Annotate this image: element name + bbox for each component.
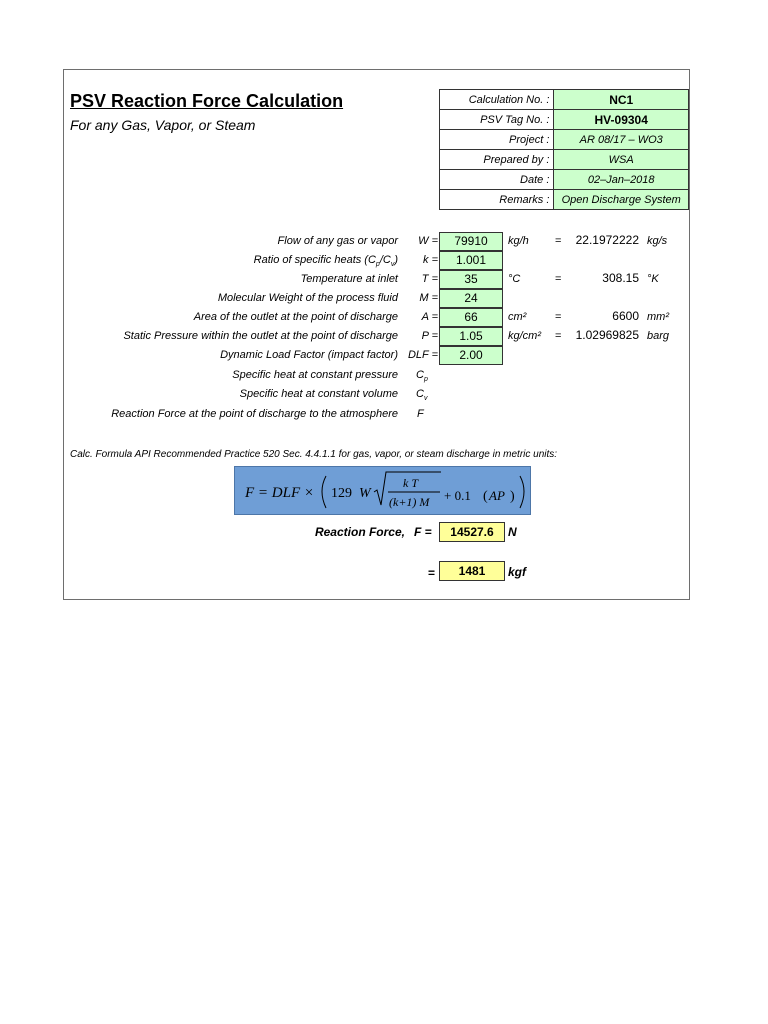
param-symbol: k = [423,254,438,266]
result-unit-kgf: kgf [508,565,526,579]
info-label: Calculation No. : [440,90,554,110]
param-row-force [64,405,691,424]
reaction-force-kgf[interactable]: 1481 [439,561,505,581]
calc-no-cell[interactable]: NC1 [554,90,689,110]
equals-sign: = [555,235,562,247]
param-symbol: $C_v$ [416,388,428,403]
param-symbol: T = [421,273,438,285]
result-unit: N [508,525,517,539]
param-label: Temperature at inlet [300,273,398,285]
svg-text:k T: k T [403,476,418,490]
date-cell[interactable]: 02–Jan–2018 [554,170,689,190]
param-symbol: $C_p$ [416,369,428,384]
flow-input[interactable]: 79910 [439,232,503,251]
param-label: Dynamic Load Factor (impact factor) [220,349,398,361]
param-symbol: DLF = [407,349,438,361]
prepared-by-cell[interactable]: WSA [554,150,689,170]
info-label: Prepared by : [440,150,554,170]
param-row-pressure [64,327,691,346]
param-label: Specific heat at constant volume [239,388,398,400]
info-label: Date : [440,170,554,190]
param-unit: kg/cm² [508,330,541,342]
formula-graphic [235,467,532,516]
param-label: Static Pressure within the outlet at the point of discharge [123,330,398,342]
reaction-force-newton[interactable]: 14527.6 [439,522,505,542]
converted-value: 22.1972222 [575,233,639,247]
param-label: Ratio of specific heats $(C_p/C_v)$ [253,254,398,269]
param-label: Specific heat at constant pressure [232,369,398,381]
param-unit: kg/h [508,235,529,247]
param-row-flow [64,232,691,251]
result-symbol: F = [414,525,432,539]
equals-sign: = [428,566,436,580]
svg-text:(k+1) M: (k+1) M [389,495,430,509]
equals-sign: = [555,311,562,323]
info-label: Remarks : [440,190,554,210]
equals-sign: = [555,273,562,285]
pressure-input[interactable]: 1.05 [439,327,503,346]
converted-value: 1.02969825 [575,328,639,342]
param-label: Flow of any gas or vapor [277,235,398,247]
svg-text:AP: AP [489,488,505,503]
info-row-prepared [440,150,689,170]
param-label: Reaction Force at the point of discharge to the atmosphere [111,408,398,420]
svg-text:F = DLF ×: F = DLF × [245,485,314,501]
k-input[interactable]: 1.001 [439,251,503,270]
dlf-input[interactable]: 2.00 [439,346,503,365]
area-input[interactable]: 66 [439,308,503,327]
molecular-weight-input[interactable]: 24 [439,289,503,308]
info-row-project [440,130,689,150]
formula-note: Calc. Formula API Recommended Practice 520 Sec. 4.4.1.1 for gas, vapor, or steam discharge in metric units: [70,449,558,460]
svg-text:(: ( [483,489,488,504]
info-label: PSV Tag No. : [440,110,554,130]
param-symbol: F [417,408,424,420]
equals-sign: = [555,330,562,342]
converted-unit: kg/s [647,235,668,247]
formula-image [234,466,531,515]
svg-text:W: W [359,486,371,501]
param-symbol: A = [421,311,438,323]
param-label: Area of the outlet at the point of discharge [193,311,398,323]
param-symbol: W = [418,235,438,247]
param-unit: °C [508,273,521,285]
converted-unit: mm² [647,311,669,323]
svg-text:): ) [510,489,515,504]
result-label: Reaction Force, [314,525,405,539]
param-label: Molecular Weight of the process fluid [217,292,398,304]
info-row-tag [440,110,689,130]
page-subtitle: For any Gas, Vapor, or Steam [70,117,256,133]
param-row-cp [64,366,691,385]
temperature-input[interactable]: 35 [439,270,503,289]
remarks-cell[interactable]: Open Discharge System [554,190,689,210]
param-row-cv [64,385,691,404]
param-unit: cm² [508,311,527,323]
param-row-molecular-weight [64,289,691,308]
param-row-dlf [64,346,691,365]
page-title: PSV Reaction Force Calculation [70,91,344,111]
calculation-sheet [63,69,690,600]
info-label: Project : [440,130,554,150]
converted-unit: °K [647,273,659,285]
param-row-area [64,308,691,327]
info-table [439,89,689,210]
param-row-temperature [64,270,691,289]
info-row-calc-no [440,90,689,110]
info-row-remarks [440,190,689,210]
project-cell[interactable]: AR 08/17 – WO3 [554,130,689,150]
info-row-date [440,170,689,190]
converted-value: 6600 [612,309,639,323]
svg-text:+ 0.1: + 0.1 [444,488,471,503]
converted-value: 308.15 [602,271,639,285]
converted-unit: barg [647,330,670,342]
param-symbol: P = [421,330,438,342]
param-row-k [64,251,691,270]
psv-tag-cell[interactable]: HV-09304 [554,110,689,130]
svg-text:129: 129 [331,486,352,501]
param-symbol: M = [419,292,438,304]
